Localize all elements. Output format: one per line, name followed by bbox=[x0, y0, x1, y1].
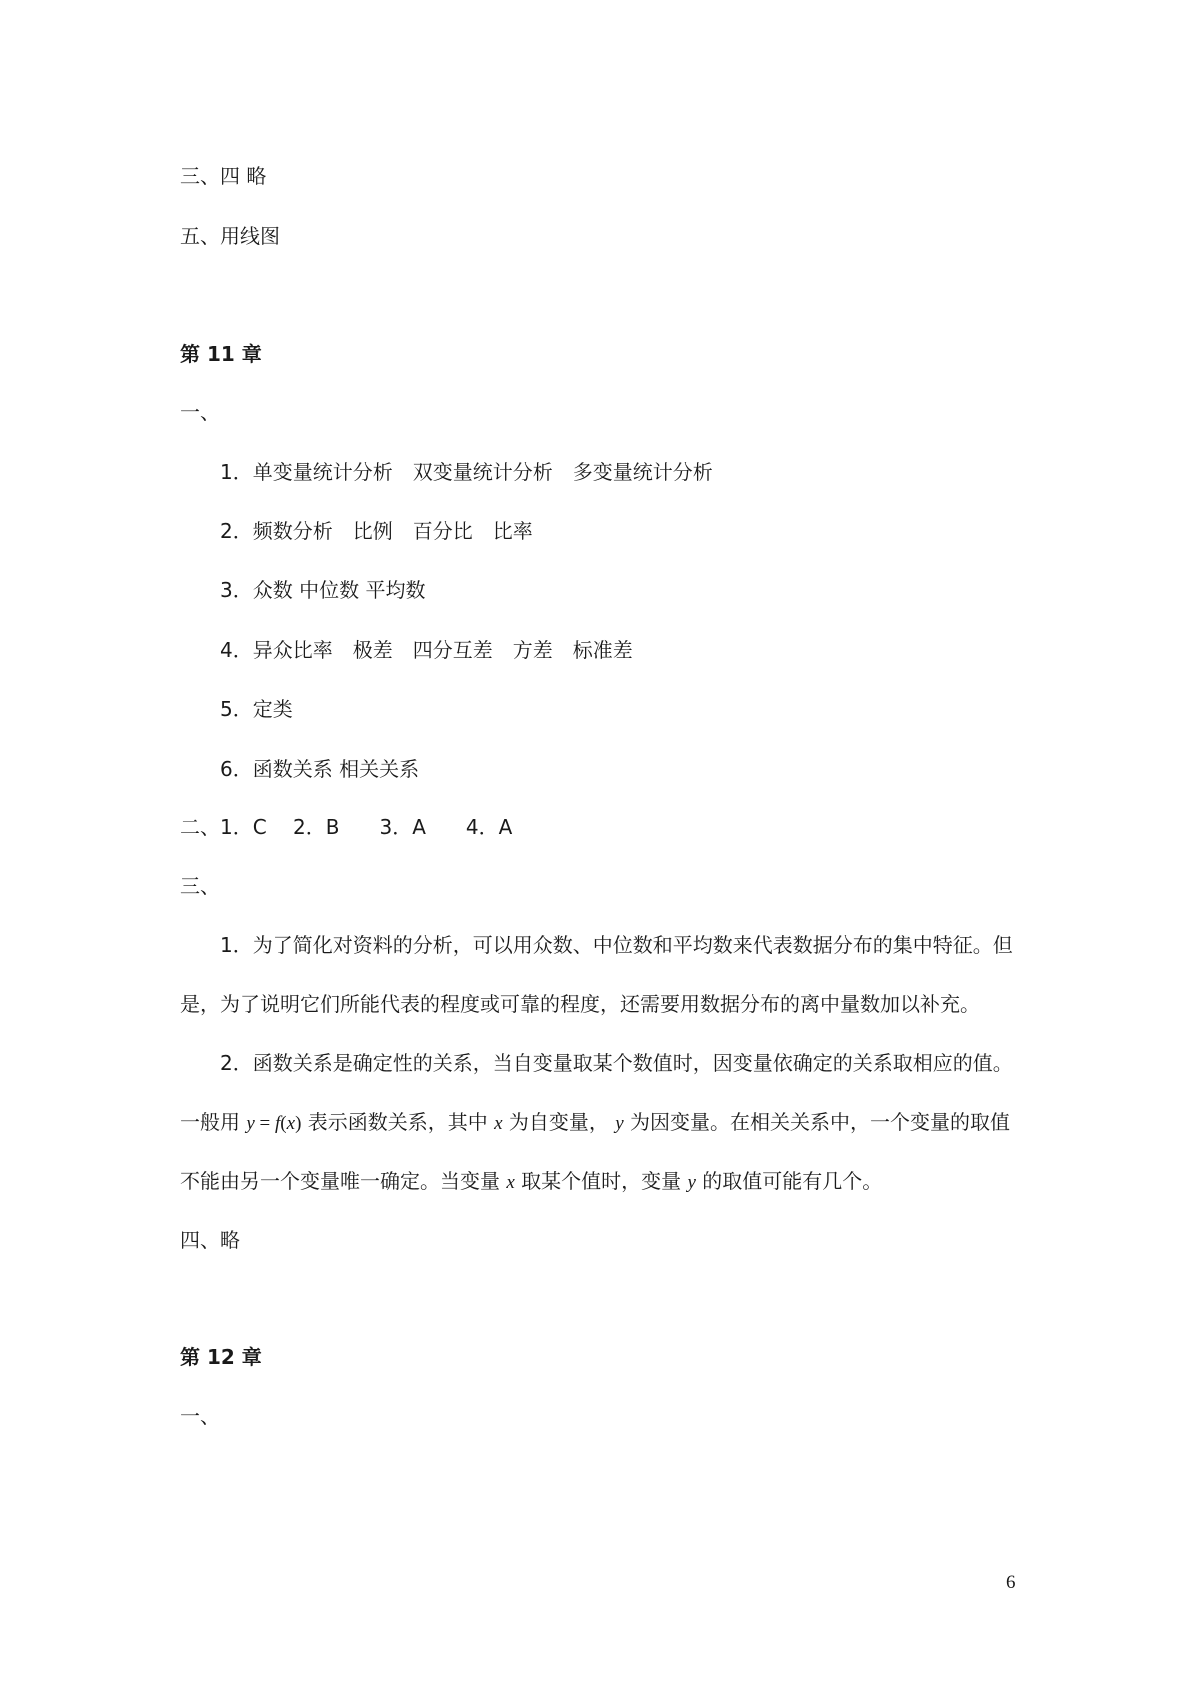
math-op: = bbox=[254, 1113, 276, 1134]
paragraph-line: 2．函数关系是确定性的关系，当自变量取某个数值时，因变量依确定的关系取相应的值。 bbox=[220, 1051, 1013, 1075]
paragraph-line: 1．为了简化对资料的分析，可以用众数、中位数和平均数来代表数据分布的集中特征。但 bbox=[220, 933, 1013, 957]
section-label: 一、 bbox=[180, 1404, 220, 1428]
section-label: 一、 bbox=[180, 400, 220, 424]
list-item: 3．众数 中位数 平均数 bbox=[220, 578, 426, 602]
math-var: x bbox=[494, 1113, 503, 1134]
math-var: y bbox=[246, 1113, 255, 1134]
chapter-heading-11: 第 11 章 bbox=[180, 342, 262, 366]
answer-line: 二、1．C 2．B 3．A 4．A bbox=[180, 815, 513, 839]
math-formula bbox=[246, 1113, 301, 1134]
text-span: 表示函数关系，其中 bbox=[301, 1110, 495, 1134]
math-var: y bbox=[687, 1172, 696, 1193]
text-line: 三、四 略 bbox=[180, 164, 267, 188]
text-span: 一般用 bbox=[180, 1110, 247, 1134]
text-span: 取某个值时，变量 bbox=[514, 1169, 688, 1193]
math-var: f bbox=[275, 1113, 281, 1134]
math-op: ( bbox=[280, 1113, 287, 1134]
paragraph-line bbox=[180, 1108, 1010, 1138]
section-label: 四、略 bbox=[180, 1228, 240, 1252]
text-span: 为因变量。在相关关系中，一个变量的取值 bbox=[623, 1110, 1011, 1134]
list-item: 2．频数分析 比例 百分比 比率 bbox=[220, 519, 533, 543]
paragraph-line bbox=[180, 1167, 882, 1197]
list-item: 1．单变量统计分析 双变量统计分析 多变量统计分析 bbox=[220, 460, 713, 484]
paragraph-line: 是，为了说明它们所能代表的程度或可靠的程度，还需要用数据分布的离中量数加以补充。 bbox=[180, 992, 980, 1016]
math-var: y bbox=[615, 1113, 624, 1134]
text-line: 五、用线图 bbox=[180, 224, 280, 248]
text-span: 的取值可能有几个。 bbox=[695, 1169, 883, 1193]
list-item: 6．函数关系 相关关系 bbox=[220, 757, 420, 781]
text-span: 为自变量， bbox=[502, 1110, 616, 1134]
list-item: 5．定类 bbox=[220, 697, 293, 721]
section-label: 三、 bbox=[180, 874, 220, 898]
math-var: x bbox=[506, 1172, 515, 1193]
list-item: 4．异众比率 极差 四分互差 方差 标准差 bbox=[220, 638, 633, 662]
math-var: x bbox=[286, 1113, 296, 1134]
chapter-heading-12: 第 12 章 bbox=[180, 1345, 262, 1369]
math-op: ) bbox=[295, 1113, 302, 1134]
text-span: 不能由另一个变量唯一确定。当变量 bbox=[180, 1169, 507, 1193]
page-number: 6 bbox=[1006, 1572, 1016, 1593]
